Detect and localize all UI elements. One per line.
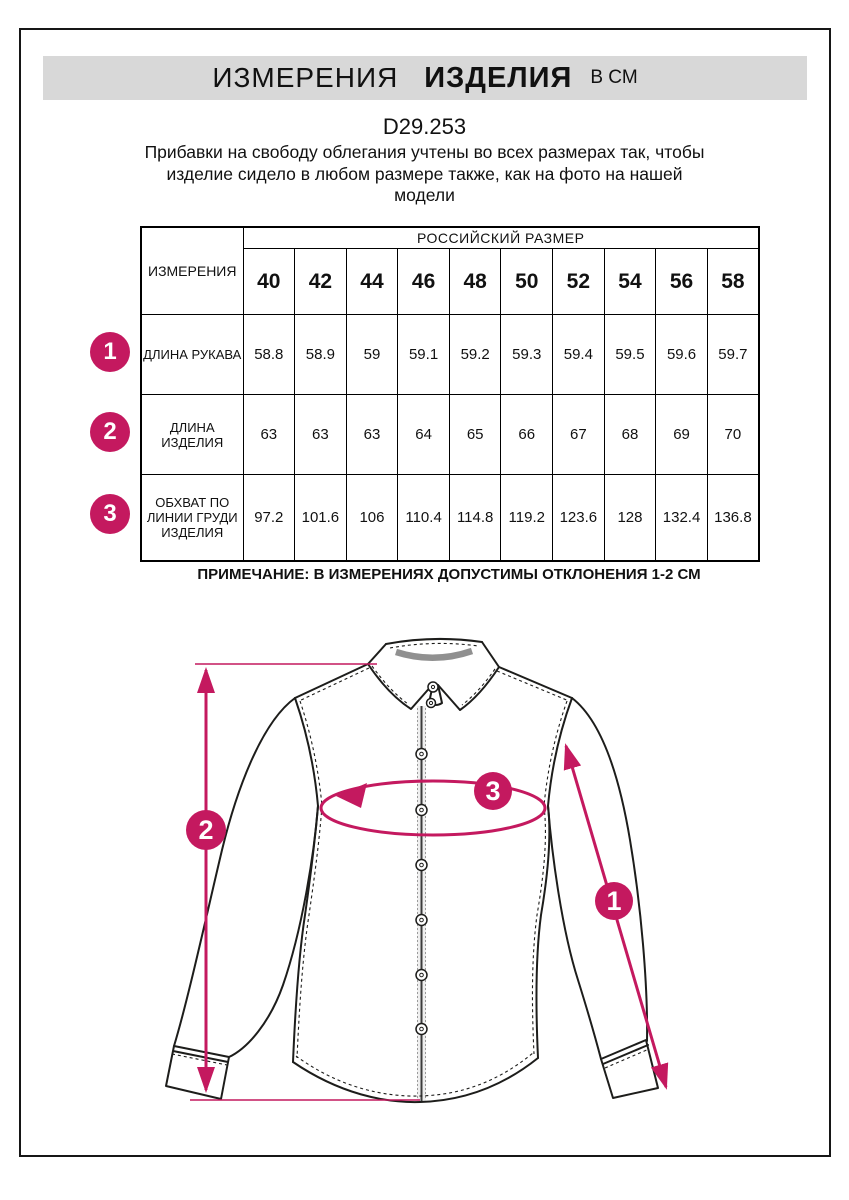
garment-diagram: [0, 600, 849, 1160]
row-marker-2: 2: [90, 412, 130, 452]
size-header: 56: [656, 249, 708, 315]
measurement-value: 59.7: [707, 315, 759, 395]
row-marker-3: 3: [90, 494, 130, 534]
size-header: 50: [501, 249, 553, 315]
diagram-marker-1-label: 1: [606, 886, 622, 916]
measurement-label: ДЛИНА ИЗДЕЛИЯ: [141, 395, 243, 475]
intro-paragraph: [0, 142, 849, 207]
intro-line-2: изделие сидело в любом размере также, как на фото на нашей: [166, 163, 683, 184]
measurement-value: 59.3: [501, 315, 553, 395]
measurement-value: 128: [604, 475, 656, 561]
measurement-value: 106: [346, 475, 398, 561]
measurement-value: 63: [295, 395, 347, 475]
measurement-value: 59.5: [604, 315, 656, 395]
page-title: [43, 56, 807, 100]
measurement-value: 69: [656, 395, 708, 475]
intro-line-3: модели: [394, 185, 455, 205]
measurement-value: 123.6: [553, 475, 605, 561]
row-marker-1: 1: [90, 332, 130, 372]
intro-line-1: Прибавки на свободу облегания учтены во всех размерах так, чтобы: [144, 142, 705, 162]
measure-rows: [141, 315, 759, 561]
title-word-measurements: ИЗМЕРЕНИЯ: [212, 62, 399, 93]
measurement-value: 66: [501, 395, 553, 475]
shirt-outline: [166, 639, 658, 1102]
measurement-value: 114.8: [449, 475, 501, 561]
measurement-value: 58.8: [243, 315, 295, 395]
measurement-value: 63: [243, 395, 295, 475]
measurements-header: ИЗМЕРЕНИЯ: [141, 227, 243, 315]
table-row: [141, 395, 759, 475]
measurement-value: 59.1: [398, 315, 450, 395]
measurement-value: 119.2: [501, 475, 553, 561]
table-row: [141, 475, 759, 561]
tolerance-note: ПРИМЕЧАНИЕ: В ИЗМЕРЕНИЯХ ДОПУСТИМЫ ОТКЛОНЕНИЯ 1-2 СМ: [197, 566, 701, 583]
measurement-value: 110.4: [398, 475, 450, 561]
collar-back-shade: [396, 651, 472, 658]
title-word-product: ИЗДЕЛИЯ: [424, 61, 573, 94]
table-row: [141, 315, 759, 395]
measurement-value: 101.6: [295, 475, 347, 561]
title-units: В СМ: [590, 67, 638, 88]
measurement-value: 59.2: [449, 315, 501, 395]
size-header: 54: [604, 249, 656, 315]
measurement-label: ДЛИНА РУКАВА: [141, 315, 243, 395]
measurement-value: 67: [553, 395, 605, 475]
size-group-header: РОССИЙСКИЙ РАЗМЕР: [243, 227, 759, 249]
measurement-value: 132.4: [656, 475, 708, 561]
size-header: 48: [449, 249, 501, 315]
measurement-value: 64: [398, 395, 450, 475]
measurement-value: 59.6: [656, 315, 708, 395]
measurement-value: 58.9: [295, 315, 347, 395]
measurement-value: 59: [346, 315, 398, 395]
measurement-value: 70: [707, 395, 759, 475]
button-placket: [417, 706, 426, 1102]
product-code: D29.253: [382, 114, 467, 139]
size-header: 46: [398, 249, 450, 315]
size-header: 52: [553, 249, 605, 315]
measurement-value: 59.4: [553, 315, 605, 395]
size-header: 42: [295, 249, 347, 315]
stitch-lines: [172, 643, 649, 1096]
measurement-value: 136.8: [707, 475, 759, 561]
measurement-value: 68: [604, 395, 656, 475]
diagram-marker-2-label: 2: [198, 815, 214, 845]
measurement-value: 63: [346, 395, 398, 475]
size-header: 40: [243, 249, 295, 315]
size-header: 58: [707, 249, 759, 315]
measurement-label: ОБХВАТ ПО ЛИНИИ ГРУДИ ИЗДЕЛИЯ: [141, 475, 243, 561]
chest-arrowhead: [336, 783, 367, 808]
size-header: 44: [346, 249, 398, 315]
measurement-value: 97.2: [243, 475, 295, 561]
diagram-marker-3-label: 3: [485, 776, 501, 806]
size-table: [140, 226, 760, 562]
measurement-value: 65: [449, 395, 501, 475]
